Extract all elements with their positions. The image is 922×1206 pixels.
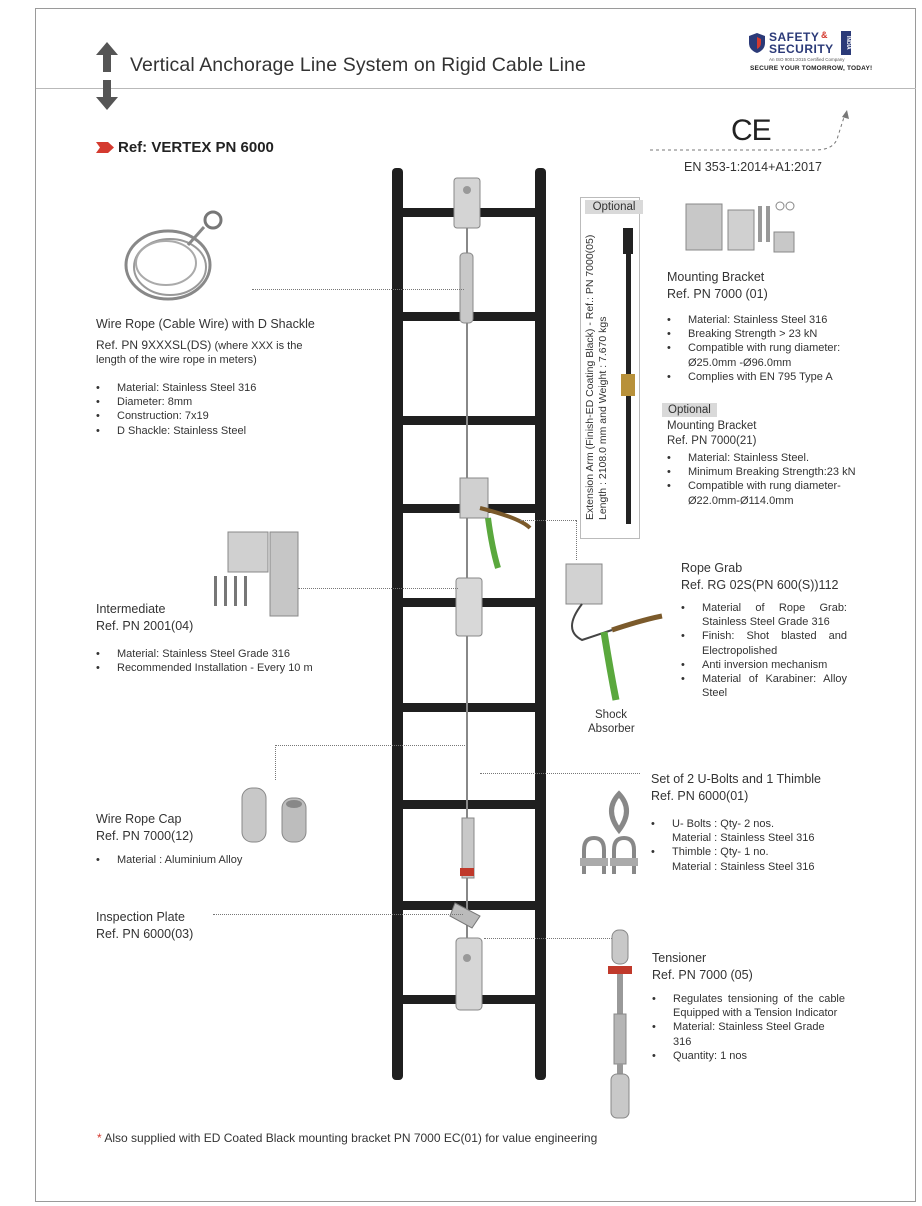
logo-side: INDIA — [841, 31, 851, 55]
leader-cap-v — [275, 745, 276, 780]
shock-label-1: Shock — [595, 709, 627, 721]
rope-grab-image — [562, 560, 672, 710]
list-item: • Complies with EN 795 Type A — [667, 370, 840, 384]
list-item: • Material: Stainless Steel Grade 316 — [652, 1020, 845, 1048]
list-item-cont: Ø22.0mm-Ø114.0mm — [688, 494, 794, 507]
ce-dashed-arrow — [645, 108, 855, 154]
mounting-bracket-image — [680, 196, 798, 260]
ce-mark: CE — [731, 114, 771, 147]
header-divider — [36, 88, 916, 89]
rope-grab-bullets — [681, 601, 847, 700]
wire-rope-bullets — [96, 381, 256, 438]
wire-rope-ref-code: Ref. PN 9XXXSL(DS) — [96, 338, 212, 352]
list-item: • Material of Karabiner: Alloy Steel — [681, 672, 847, 700]
leader-ubolts — [480, 773, 640, 774]
wire-rope-ref-note-2: length of the wire rope in meters) — [96, 354, 257, 366]
extension-arm-image — [620, 228, 636, 528]
extension-arm-line1: Extension Arm (Finish-ED Coating Black) - Ref.: PN 7000(05) — [584, 234, 596, 520]
list-item: • Material: Stainless Steel. — [667, 451, 856, 465]
list-item — [651, 845, 814, 873]
list-item: • Recommended Installation - Every 10 m — [96, 661, 313, 675]
list-item-text: Thimble : Qty- 1 no. — [672, 846, 769, 859]
red-pointer-icon — [96, 142, 114, 153]
wire-rope-cap-title: Wire Rope Cap — [96, 812, 182, 826]
extension-arm-text — [584, 220, 610, 520]
leader-cap-h — [275, 745, 465, 746]
leader-wire-rope — [252, 289, 464, 290]
tensioner-title: Tensioner — [652, 951, 707, 965]
vertical-arrow-icon — [95, 42, 119, 110]
footnote-text: Also supplied with ED Coated Black mounting bracket PN 7000 EC(01) for value engineering — [104, 1131, 598, 1145]
wire-rope-cap-image — [236, 784, 316, 846]
tensioner-image — [602, 928, 638, 1120]
list-item: • Minimum Breaking Strength:23 kN — [667, 465, 856, 479]
mounting-bracket-opt-ref: Ref. PN 7000(21) — [667, 435, 757, 447]
wire-rope-ref-note-1: (where XXX is the — [214, 340, 303, 352]
list-item-text: U- Bolts : Qty- 2 nos. — [672, 818, 775, 830]
leader-rope-grab-v — [576, 520, 577, 560]
list-item: • Material: Stainless Steel 316 — [667, 313, 840, 327]
rope-grab-title: Rope Grab — [681, 561, 743, 575]
list-item: • Material : Aluminium Alloy — [96, 853, 242, 867]
mounting-bracket-ref: Ref. PN 7000 (01) — [667, 287, 768, 301]
ubolts-title: Set of 2 U-Bolts and 1 Thimble — [651, 772, 821, 786]
list-item-cont: Ø25.0mm -Ø96.0mm — [688, 356, 792, 369]
list-item — [651, 817, 814, 845]
wire-rope-cap-bullets — [96, 853, 242, 867]
logo-tagline: SECURE YOUR TOMORROW, TODAY! — [750, 65, 873, 72]
ubolts-ref: Ref. PN 6000(01) — [651, 789, 749, 803]
inspection-plate-title: Inspection Plate — [96, 910, 185, 924]
mounting-bracket-bullets — [667, 313, 840, 384]
list-item: • Anti inversion mechanism — [681, 658, 847, 672]
list-item: • Material: Stainless Steel 316 — [96, 381, 256, 395]
mounting-bracket-opt-title: Mounting Bracket — [667, 420, 757, 432]
wire-rope-image — [118, 205, 230, 313]
wire-rope-title: Wire Rope (Cable Wire) with D Shackle — [96, 317, 315, 331]
list-item-cont: Material : Stainless Steel 316 — [672, 832, 815, 845]
footnote — [97, 1131, 597, 1145]
footnote-star: * — [97, 1131, 102, 1145]
list-item: • Regulates tensioning of the cable Equipped with a Tension Indicator — [652, 992, 845, 1020]
extension-arm-optional: Optional — [585, 200, 643, 214]
logo-certification: An ISO 9001:2015 Certified Company — [769, 57, 845, 62]
mounting-bracket-opt-bullets — [667, 451, 856, 508]
intermediate-bullets — [96, 647, 313, 675]
inspection-plate-ref: Ref. PN 6000(03) — [96, 927, 194, 941]
logo-line1: SAFETY — [769, 30, 820, 44]
leader-rope-grab-h — [520, 520, 576, 521]
list-item-cont: Material : Stainless Steel 316 — [672, 860, 815, 873]
intermediate-title: Intermediate — [96, 602, 166, 616]
page-title: Vertical Anchorage Line System on Rigid Cable Line — [130, 54, 586, 76]
shield-icon — [748, 32, 766, 54]
mounting-bracket-optional: Optional — [662, 403, 717, 417]
logo-amp: & — [821, 30, 828, 40]
logo-line2: SECURITY — [769, 42, 834, 56]
list-item — [667, 341, 840, 369]
intermediate-image — [208, 528, 308, 620]
tensioner-bullets — [652, 992, 845, 1063]
list-item: • Construction: 7x19 — [96, 409, 256, 423]
ladder-illustration — [380, 168, 565, 1083]
shock-label-2: Absorber — [588, 723, 635, 735]
wire-rope-cap-ref: Ref. PN 7000(12) — [96, 829, 194, 843]
leader-intermediate — [298, 588, 458, 589]
rope-grab-ref: Ref. RG 02S(PN 600(S))112 — [681, 578, 839, 592]
ubolts-image — [574, 790, 650, 882]
ubolts-bullets — [651, 817, 814, 874]
standard-label: EN 353-1:2014+A1:2017 — [684, 160, 822, 174]
list-item: • Material of Rope Grab: Stainless Steel Grade 316 — [681, 601, 847, 629]
leader-tensioner — [484, 938, 616, 939]
extension-arm-line2: Length : 2108.0 mm and Weight : 7.670 kgs — [597, 316, 609, 520]
list-item: • D Shackle: Stainless Steel — [96, 424, 256, 438]
list-item: • Quantity: 1 nos — [652, 1049, 845, 1063]
tensioner-ref: Ref. PN 7000 (05) — [652, 968, 753, 982]
intermediate-ref: Ref. PN 2001(04) — [96, 619, 194, 633]
list-item-text: Compatible with rung diameter: — [688, 342, 841, 355]
company-logo — [748, 30, 873, 74]
list-item — [667, 479, 856, 507]
list-item: • Finish: Shot blasted and Electropolished — [681, 629, 847, 657]
mounting-bracket-title: Mounting Bracket — [667, 270, 765, 284]
list-item-text: Compatible with rung diameter- — [688, 480, 841, 493]
list-item: • Material: Stainless Steel Grade 316 — [96, 647, 313, 661]
list-item: • Breaking Strength > 23 kN — [667, 327, 840, 341]
product-ref: Ref: VERTEX PN 6000 — [118, 139, 274, 156]
shock-absorber-label — [588, 708, 634, 736]
wire-rope-ref — [96, 338, 306, 367]
leader-inspection — [213, 914, 463, 915]
list-item: • Diameter: 8mm — [96, 395, 256, 409]
